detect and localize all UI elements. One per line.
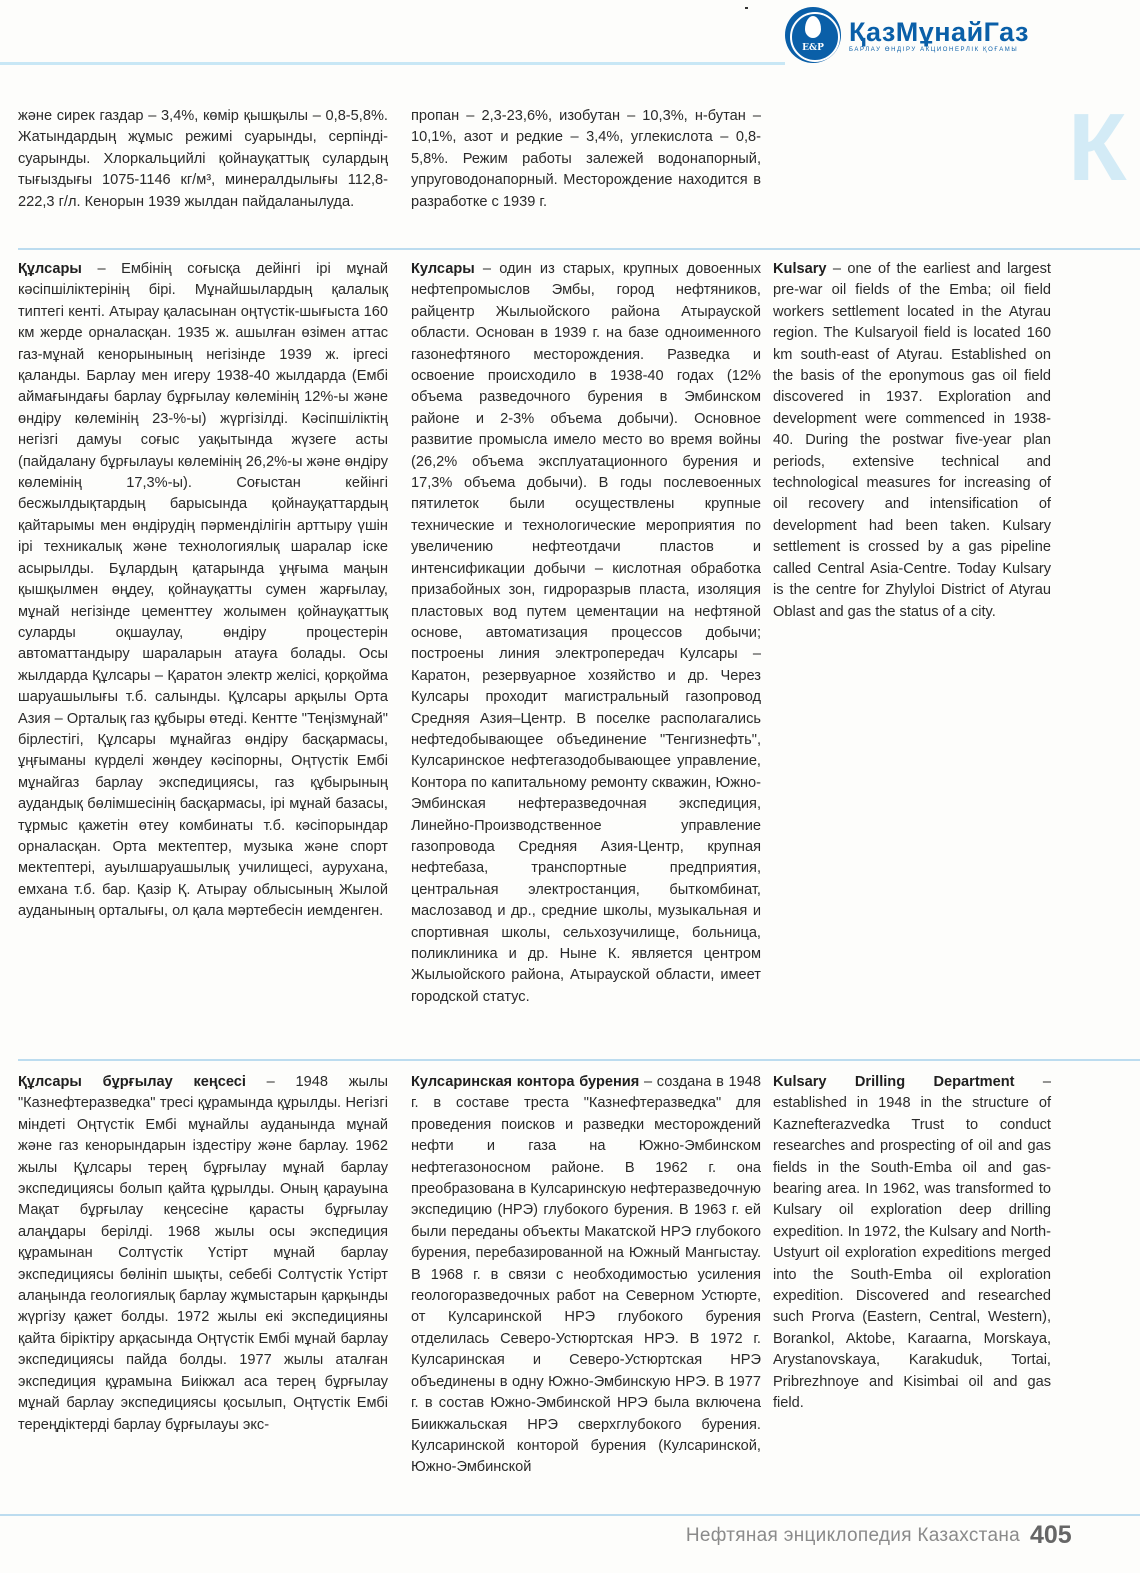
print-mark: [745, 7, 748, 9]
kulsary-kz-title: Құлсары: [18, 261, 82, 277]
kulsary-kz-entry: [18, 259, 388, 923]
header-rule: [0, 4, 785, 65]
drilling-en-title: Kulsary Drilling Department: [773, 1074, 1015, 1090]
drilling-en-entry: [773, 1072, 1051, 1415]
logo-name: ҚазМұнайГаз: [849, 17, 1029, 47]
kulsary-en-entry: [773, 259, 1051, 623]
drilling-kz-entry: [18, 1072, 388, 1436]
drilling-ru-title: Кулсаринская контора бурения: [411, 1074, 640, 1090]
page-number: 405: [1030, 1521, 1072, 1549]
logo-emblem-text: E&P: [802, 43, 824, 53]
drilling-kz-title: Құлсары бұрғылау кеңсесі: [18, 1074, 246, 1090]
footer-title: Нефтяная энциклопедия Казахстана: [685, 1525, 1020, 1546]
kulsary-en-title: Kulsary: [773, 261, 827, 277]
section-divider-1: [18, 248, 1140, 250]
drilling-kz-text: – 1948 жылы "Казнефтеразведка" тресі құрамында құрылды. Негізгі міндеті Оңтүстік Ембі мұнайлы ауданында мұнай және газ кенорындарын іздестіру және барлау. 1962 жылы Құлсары терең бұрғылау мұнай барлау экспедициясы болып қайта құрылды. Оның қарауына Мақат бұрғылау кеңсесіне қарасты бұрғылау алаңдары берілді. 1968 жылы осы экспедиция құрамынан Солтүстік Үстірт мұнай барлау экспедициясы бөлініп шықты, себебі Солтүстік Үстірт алаңында геологиялық барлау жұмыстарын қарқынды жүргізу қажет болды. 1972 жылы екі экспедицияны қайта біріктіру арқасында Оңтүстік Ембі мұнай барлау экспедициясы пайда болды. 1977 жылы аталған экспедиция құрамына Биікжал аса терең бұрғылау мұнай барлау экспедициясы қосылып, Оңтүстік Ембі тереңдіктерді барлау бұрғылауы экс-: [18, 1074, 388, 1433]
drilling-ru-text: – создана в 1948 г. в составе треста "Казнефтеразведка" для проведения поисков и разведки месторождений нефти и газа на Южно-Эмбинском нефтегазоносном районе. В 1962 г. она преобразована в Кулсаринскую нефтеразведочную экспедицию (НРЭ) глубокого бурения. В 1963 г. ей были переданы объекты Макатской НРЭ глубокого бурения, перебазированной на Южный Мангыстау. В 1968 г. в связи с необходимостью усиления геологоразведочных работ на Северном Устюрте, от Кулсаринской НРЭ глубокого бурения отделилась Северо-Устюртская НРЭ. В 1972 г. Кулсаринская и Северо-Устюртская НРЭ объединены в одну Южно-Эмбинскую НРЭ. В 1977 г. в состав Южно-Эмбинской НРЭ была включена Биикжальская НРЭ сверхглубокого бурения. Кулсаринской конторой бурения (Кулсаринской, Южно-Эмбинской: [411, 1074, 761, 1476]
drilling-en-text: – established in 1948 in the structure of Kaznefterazvedka Trust to conduct researches and prospecting of oil and gas fields in the South-Emba oil and gas-bearing area. In 1962, was transformed to Kulsary oil exploration deep drilling expedition. In 1972, the Kulsary and North-Ustyurt oil exploration expeditions merged into the South-Emba oil exploration expedition. Discovered and researched such Prorva (Eastern, Central, Western), Borankol, Aktobe, Karaarna, Morskaya, Arystanovskaya, Karakuduk, Tortai, Pribrezhnoye and Kisimbai oil and gas field.: [773, 1074, 1051, 1412]
kulsary-en-text: – one of the earliest and largest pre-war oil fields of the Emba; oil field workers settlement located in the Atyrau region. The Kulsaryoil field is located 160 km south-east of Atyrau. Established on the basis of the eponymous gas oil field discovered in 1937. Exploration and development were commenced in 1938-40. During the postwar five-year plan periods, extensive technical and technological measures for increasing of oil recovery and intensification of development had been taken. Kulsary settlement is crossed by a gas pipeline called Central Asia-Centre. Today Kulsary is the centre for Zhylyloi District of Atyrau Oblast and gas the status of a city.: [773, 261, 1051, 620]
page-header: [0, 0, 1140, 80]
top-ru-text: пропан – 2,3-23,6%, изобутан – 10,3%, н-бутан – 10,1%, азот и редкие – 3,4%, углекислота – 0,8-5,8%. Режим работы залежей водонапорный, упруговодонапорный. Месторождение находится в разработке с 1939 г.: [411, 108, 761, 210]
kulsary-ru-entry: [411, 259, 761, 1008]
top-kz-text: және сирек газдар – 3,4%, көмір қышқылы – 0,8-5,8%. Жатындардың жұмыс режимі суарынды, серпінді-суарынды. Хлоркальцийлі қойнауқаттық сулардың тығыздығы 1075-1146 кг/м³, минералдылығы 112,8-222,3 г/л. Кенорын 1939 жылдан пайдаланылуда.: [18, 108, 388, 210]
kulsary-ru-text: – один из старых, крупных довоенных нефтепромыслов Эмбы, город нефтяников, райцентр Жылыойского района Атырауской области. Основан в 1939 г. на базе одноименного газонефтяного месторождения. Разведка и освоение происходило в 1938-40 годах (12% объема разведочного бурения в Эмбинском районе и 2-3% объема добычи). Основное развитие промысла имело место во время войны (26,2% объема эксплуатационного бурения и 17,3% объема добычи). В годы послевоенных пятилеток были осуществлены крупные технические и технологические мероприятия по увеличению нефтеотдачи пластов и интенсификации добычи – кислотная обработка призабойных зон, гидроразрыв пласта, изоляция пластовых вод путем цементации на нефтяной основе, автоматизация процессов добычи; построены линия электропередач Кулсары – Каратон, резервуарное хозяйство и др. Через Кулсары проходит магистральный газопровод Средняя Азия–Центр. В поселке располагались нефтедобывающее объединение "Тенгизнефть", Кулсаринское нефтегазодобывающее управление, Контора по капитальному ремонту скважин, Южно-Эмбинская нефтеразведочная экспедиция, Линейно-Производственное управление газопровода Средняя Азия-Центр, крупная нефтебаза, транспортные предприятия, центральная электростанция, быткомбинат, маслозавод и др., средние школы, музыкальная и спортивная школы, сельхозучилище, больница, поликлиника и др. Ныне К. является центром Жылыойского района, Атырауской области, имеет городской статус.: [411, 261, 761, 1005]
section-divider-2: [18, 1059, 1140, 1061]
kulsary-kz-text: – Ембінің соғысқа дейінгі ірі мұнай кәсіпшіліктерінің бірі. Мұнайшылардың қалалық типтегі кенті. Атырау қаласынан оңтүстік-шығыста 160 км жерде орналасқан. 1935 ж. ашылған өзімен аттас газ-мұнай кенорынының негізінде 1939 ж. іргесі қаланды. Барлау мен игеру 1938-40 жылдарда (Ембі аймағындағы барлау бұрғылау көлемінің 12%-ы және өндіру көлемінің 23-%-ы) жүргізілді. Кәсіпшіліктің негізгі дамуы соғыс уақытында жүзеге асты (пайдалану бұрғылауы көлемінің 26,2%-ы және өндіру көлемінің 17,3%-ы). Соғыстан кейінгі бесжылдықтардың барысында қойнауқаттардың қайтарымы мен өндірудің пәрменділігін арттыру үшін ірі техникалық және технологиялық шаралар іске асырылды. Бұлардың қатарында ұңғыма маңын қышқылмен өңдеу, қойнауқатты сумен жарғылау, мұнай негізінде цементтеу жолымен қойнауқаттық суларды оқшаулау, өндіру процестерін автоматтандыру шараларын атауға болады. Осы жылдарда Құлсары – Қаратон электр желісі, қорқойма шаруашылығы т.б. салынды. Құлсары арқылы Орта Азия – Орталық газ құбыры өтеді. Кентте "Теңізмұнай" бірлестігі, Құлсары мұнайгаз өндіру басқармасы, ұңғыманы күрделі жөндеу кәсіпорны, Оңтүстік Ембі мұнайгаз барлау экспедициясы, газ құбырының аудандық бөлімшесінің басқармасы, ірі мұнай базасы, тұрмыс қажетін өтеу комбинаты т.б. кәсіпорындар орналасқан. Орта мектептер, музыка және спорт мектептері, ауылшаруашылық училищесі, аурухана, емхана т.б. бар. Қазір Қ. Атырау облысының Жылой ауданының орталығы, ол қала мәртебесін иемденген.: [18, 261, 388, 920]
logo-emblem-icon: [785, 7, 841, 63]
footer-rule: [0, 1514, 1140, 1516]
kazmunaigaz-logo: [785, 6, 1135, 64]
logo-subtitle: БАРЛАУ ӨНДІРУ АКЦИОНЕРЛІК ҚОҒАМЫ: [849, 47, 1019, 53]
section-letter: К: [1068, 94, 1127, 201]
drilling-ru-entry: [411, 1072, 761, 1479]
kulsary-ru-title: Кулсары: [411, 261, 475, 277]
